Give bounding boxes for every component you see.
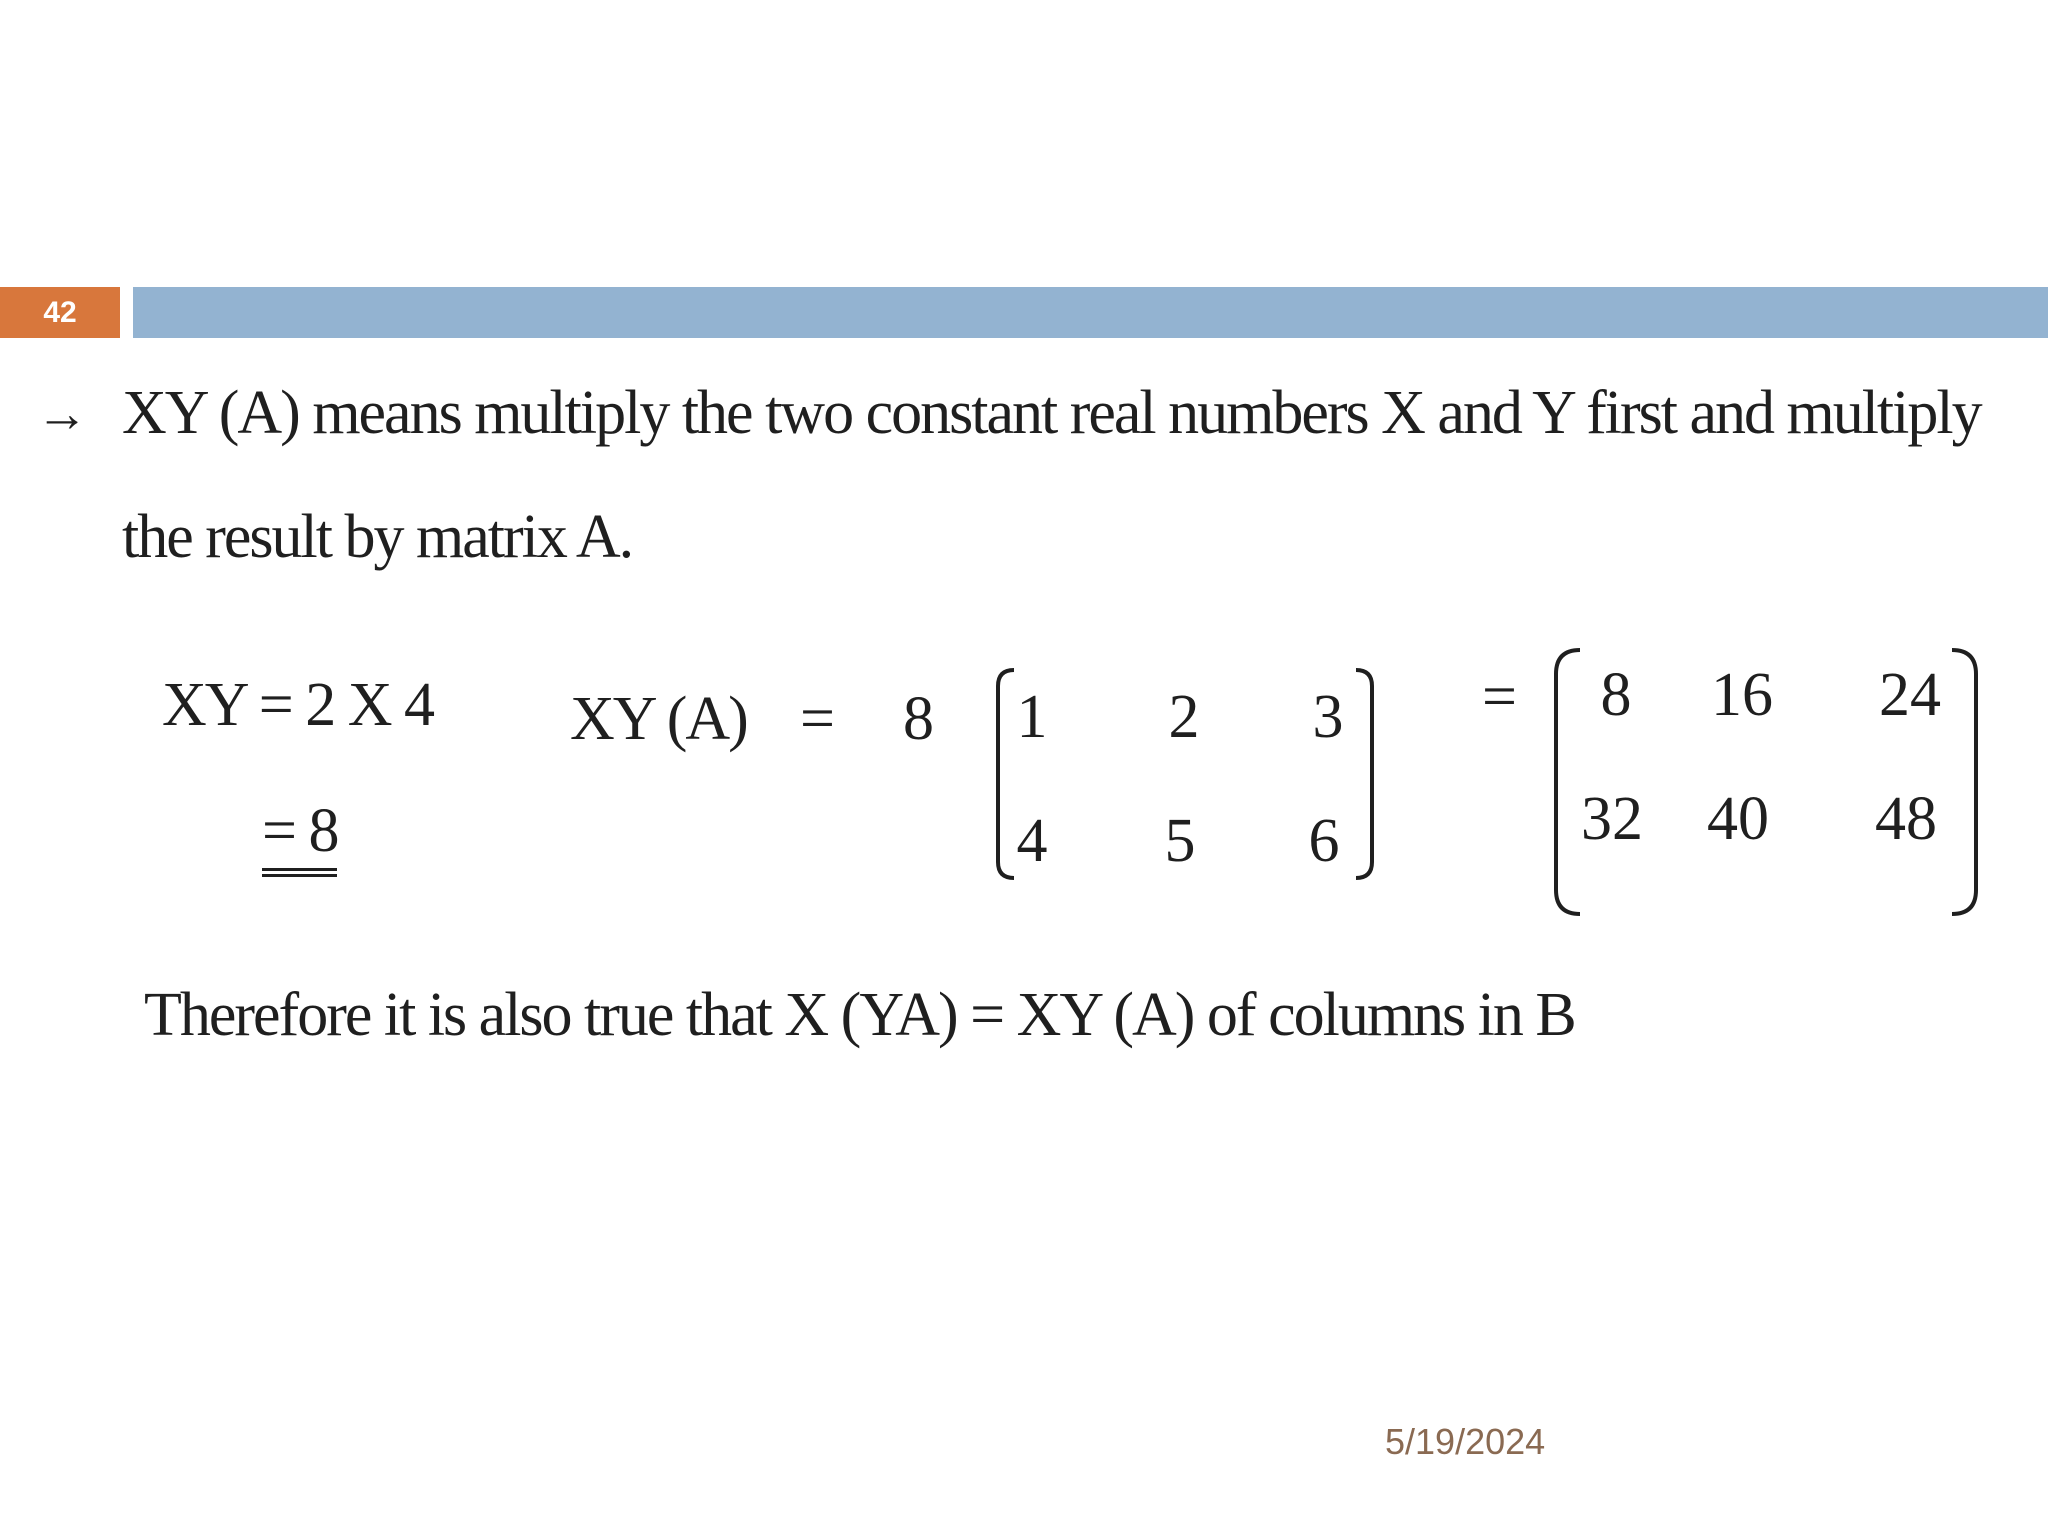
matrix-a-cell: 2: [1168, 683, 1200, 751]
matrix-b: [1550, 642, 1982, 922]
matrix-a-cell: 6: [1308, 807, 1340, 875]
body-text-line-2: the result by matrix A.: [122, 503, 633, 571]
scalar-value: 8: [903, 685, 932, 753]
matrix-a-cell: 4: [1016, 807, 1048, 875]
matrix-b-cell: 40: [1707, 785, 1769, 853]
equals-sign-2: =: [1482, 663, 1515, 731]
slide-number: 42: [0, 287, 120, 338]
slide-date: 5/19/2024: [1385, 1421, 1546, 1462]
body-text-line-1: XY (A) means multiply the two constant real numbers X and Y first and multiply: [122, 379, 1981, 447]
matrix-b-cell: 32: [1581, 785, 1643, 853]
header-bar: [133, 287, 2048, 338]
equals-sign: =: [800, 685, 833, 753]
matrix-a: [992, 662, 1378, 886]
matrix-a-cell: 3: [1312, 683, 1344, 751]
conclusion-text: Therefore it is also true that X (YA) = XY (A) of columns in B: [144, 981, 1575, 1049]
matrix-b-cell: 24: [1879, 661, 1941, 729]
matrix-a-cell: 5: [1164, 807, 1196, 875]
equation-xya-label: XY (A): [570, 685, 747, 753]
equation-xy-result: = 8: [262, 796, 337, 871]
arrow-bullet-icon: →: [36, 386, 88, 443]
matrix-b-cell: 8: [1600, 661, 1632, 729]
matrix-b-cell: 48: [1875, 785, 1937, 853]
matrix-a-cell: 1: [1016, 683, 1048, 751]
matrix-b-cell: 16: [1711, 661, 1773, 729]
equation-xy: XY = 2 X 4: [162, 671, 433, 739]
